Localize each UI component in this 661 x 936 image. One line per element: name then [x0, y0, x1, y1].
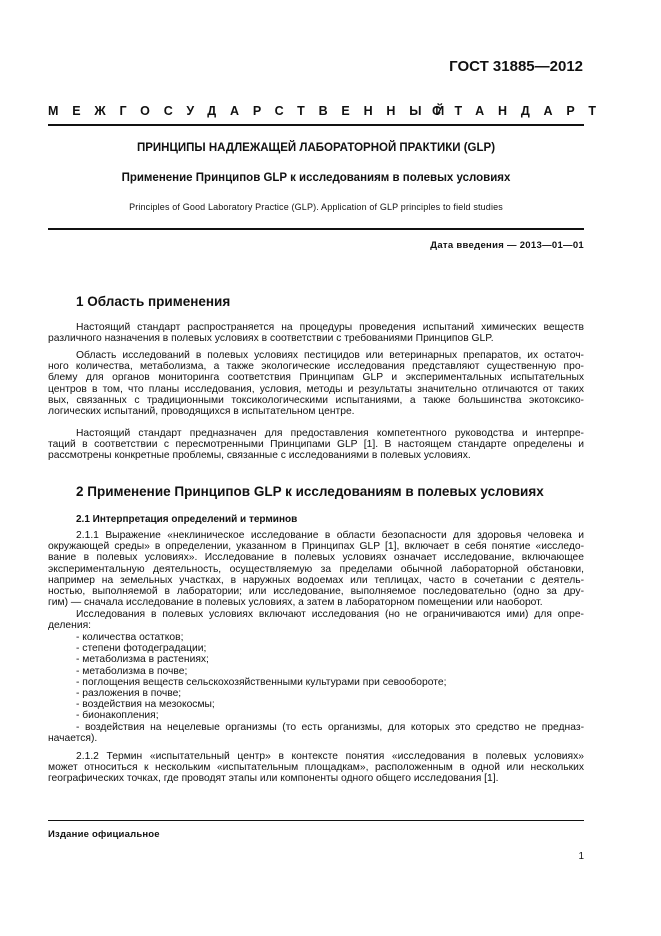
clause-2-1-1 [48, 530, 584, 608]
list-item: - бионакопления; [76, 710, 159, 722]
section-1-paragraph-3 [48, 428, 584, 462]
text-line: - воздействия на нецелевые организмы (то есть организмы, для которых это средство не предназ- [76, 722, 584, 733]
list-item: - разложения в почве; [76, 688, 182, 700]
list-item: - воздействия на мезокосмы; [76, 699, 215, 711]
text-line: может относиться к нескольким «испытательным площадкам», расположенным в одной или нескольких [48, 762, 584, 774]
main-title: ПРИНЦИПЫ НАДЛЕЖАЩЕЙ ЛАБОРАТОРНОЙ ПРАКТИКИ (GLP) [136, 142, 496, 154]
study-type-list [76, 632, 446, 722]
footer-rule [48, 820, 584, 821]
section-2-heading: 2 Применение Принципов GLP к исследованиям в полевых условиях [76, 484, 544, 499]
text-line: ного количества, метаболизма, а также экологические исследования представляют существенную про- [48, 361, 584, 373]
text-line: экспериментальную деятельность, осуществляемую за пределами обычной лабораторной обстановки, [48, 563, 584, 575]
english-title: Principles of Good Laboratory Practice (GLP). Application of GLP principles to field studies [129, 202, 503, 212]
list-item: - количества остатков; [76, 632, 184, 643]
official-edition-label: Издание официальное [48, 829, 160, 840]
text-line: ностью, выполняемой в лаборатории; или исследование, выполняемое последовательно (одно за дру- [48, 586, 584, 598]
text-line: начается). [48, 733, 98, 744]
text-line: вых, связанных с традиционными токсикологическими испытаниями, а также большинства экотоксико- [48, 394, 584, 406]
title-rule [48, 228, 584, 230]
page-number: 1 [578, 851, 584, 862]
text-line: например на земельных участках, в наружных водоемах или теплицах, часто в сочетании с деятель- [48, 574, 584, 586]
list-item: - поглощения веществ сельскохозяйственными культурами при севообороте; [76, 676, 447, 688]
text-line: 2.1.1 Выражение «неклиническое исследование в области безопасности для здоровья человека и [76, 530, 584, 541]
text-line: Настоящий стандарт распространяется на процедуры проведения испытаний химических веществ [76, 322, 584, 333]
text-line: различного назначения в полевых условиях в соответствии с требованиями Принципов GLP. [48, 333, 494, 345]
text-line: центров в том, что планы исследования, условия, методы и результаты значительно отличаются от таких [48, 383, 584, 395]
sub-title: Применение Принципов GLP к исследованиям в полевых условиях [121, 172, 511, 184]
text-line: Исследования в полевых условиях включают исследования (но не ограничиваются ими) для опре- [76, 609, 584, 620]
list-item: - метаболизма в растениях; [76, 654, 209, 666]
text-line: гим) — сначала исследование в полевых условиях, а затем в лабораторном помещении или наоборот. [48, 597, 543, 609]
document-number: ГОСТ 31885—2012 [449, 58, 583, 75]
section-1-paragraph-1 [48, 322, 584, 344]
top-rule [48, 124, 584, 126]
banner-word-standard: СТАНДАРТ [432, 104, 610, 118]
text-line: географических точках, где проводят этапы или компоненты одного общего исследования [1]. [48, 773, 499, 785]
list-item: - метаболизма в почве; [76, 665, 188, 677]
introduction-date: Дата введения — 2013—01—01 [430, 240, 584, 251]
section-1-heading: 1 Область применения [76, 294, 231, 309]
list-intro-paragraph [48, 609, 584, 631]
section-1-paragraph-2 [48, 350, 584, 417]
text-line: деления: [48, 620, 92, 632]
text-line: таций в соответствии с пересмотренными Принципами GLP [1]. В настоящем стандарте определены и [48, 439, 584, 451]
text-line: 2.1.2 Термин «испытательный центр» в контексте понятия «исследования в полевых условиях» [76, 751, 584, 762]
text-line: вание в полевых условиях». Исследование в полевых условиях означает исследование, включающее [48, 552, 584, 564]
text-line: логических испытаний, проводящихся в испытательном центре. [48, 406, 355, 418]
list-item-last [76, 722, 584, 733]
text-line: блему для органов мониторинга соответствия Принципам GLP и экспериментальных испытательных [48, 372, 584, 384]
text-line: окружающей среды» в определении, указанном в Принципах GLP [1], включает в себя понятие «исследо- [48, 541, 584, 553]
list-item: - степени фотодеградации; [76, 643, 207, 655]
subsection-2-1-heading: 2.1 Интерпретация определений и терминов [76, 514, 298, 525]
text-line: Настоящий стандарт предназначен для предоставления компетентного руководства и интерпре- [76, 428, 584, 439]
list-item-last-continuation [48, 733, 584, 744]
clause-2-1-2 [48, 751, 584, 785]
text-line: рассмотрены конкретные проблемы, связанные с исследованиями в полевых условиях. [48, 450, 471, 462]
banner-word-interstate: МЕЖГОСУДАРСТВЕННЫЙ [48, 104, 459, 118]
text-line: Область исследований в полевых условиях пестицидов или ветеринарных препаратов, их остаточ- [76, 350, 584, 361]
